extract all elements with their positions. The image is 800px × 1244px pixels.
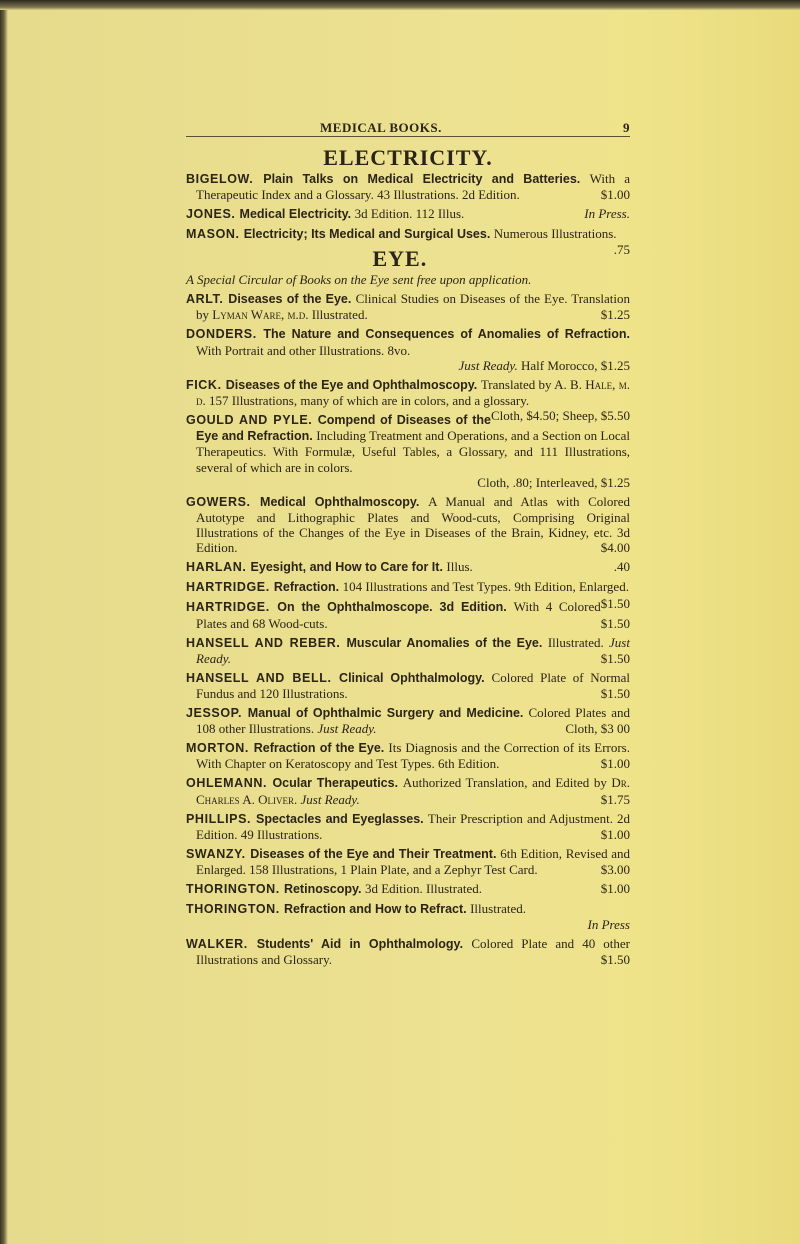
catalog-page <box>186 118 630 971</box>
book-author: JONES. <box>186 207 240 222</box>
book-title: Refraction of the Eye. <box>253 741 389 756</box>
book-entry <box>186 740 630 771</box>
price-text: $1.50 <box>600 952 630 968</box>
book-details: 3d Edition. Illustrated. <box>364 881 482 897</box>
page-number: 9 <box>623 120 630 135</box>
book-title: Medical Ophthalmoscopy. <box>260 494 429 509</box>
book-details: Translated by A. B. <box>480 376 586 392</box>
book-details: Illustrated. <box>470 901 527 917</box>
book-title: Electricity; Its Medical and Surgical Uses. <box>243 227 494 242</box>
book-entry <box>186 226 630 258</box>
circular-note: A Special Circular of Books on the Eye sent free upon application. <box>186 272 532 288</box>
book-author: FICK. <box>186 377 226 392</box>
price-text: $3.00 <box>600 862 630 878</box>
book-title: Diseases of the Eye. <box>228 292 356 307</box>
book-details: With 4 Colored Plates and 68 Wood-cuts. <box>196 599 601 631</box>
book-details: Colored Plate of Normal Fundus and 120 Illustrations. <box>196 669 630 702</box>
book-author: GOWERS. <box>186 494 261 509</box>
book-title: On the Ophthalmoscope. 3d Edition. <box>277 600 514 615</box>
book-entry <box>186 881 630 897</box>
book-author: WALKER. <box>186 937 257 952</box>
book-author: OHLEMANN. <box>186 776 273 791</box>
section-heading: ELECTRICITY. <box>323 145 493 170</box>
book-price <box>565 721 630 736</box>
book-author: SWANZY. <box>186 846 251 861</box>
price-text: $1.50 <box>600 595 630 611</box>
book-author: DONDERS. <box>186 327 264 342</box>
catalog-content <box>186 145 630 968</box>
book-entry <box>186 291 630 322</box>
book-entry <box>186 705 630 736</box>
book-price <box>601 540 630 555</box>
book-title: Medical Electricity. <box>239 207 355 222</box>
book-title: Diseases of the Eye and Their Treatment. <box>250 846 501 861</box>
book-details: Dr. Charles A. Oliver. <box>196 775 630 807</box>
book-price <box>601 651 630 666</box>
price-text: .40 <box>613 559 630 575</box>
book-price <box>601 596 630 611</box>
book-details: With a Therapeutic Index and a Glossary. 43 Illustrations. 2d Edition. <box>196 171 630 203</box>
book-details: Clinical Studies on Diseases of the Eye. Translation by <box>196 291 630 323</box>
book-title: Clinical Ophthalmology. <box>339 670 492 685</box>
book-title: Students' Aid in Ophthalmology. <box>256 937 472 952</box>
book-price <box>601 827 630 842</box>
book-entry <box>186 494 630 556</box>
book-entry <box>186 901 630 932</box>
book-details: 3d Edition. 112 Illus. <box>354 206 465 222</box>
book-price <box>196 358 630 373</box>
book-author: MASON. <box>186 227 244 242</box>
book-details: Lyman Ware, m.d. <box>212 307 309 323</box>
book-details: Their Prescription and Adjustment. 2d Edition. 49 Illustrations. <box>196 810 630 842</box>
price-text: In Press. <box>584 206 630 222</box>
book-title: The Nature and Consequences of Anomalies of Refraction. <box>263 327 630 342</box>
book-price <box>601 862 630 877</box>
price-text: $1.25 <box>600 307 630 323</box>
book-author: MORTON. <box>186 741 254 756</box>
book-entry <box>186 811 630 842</box>
book-price <box>601 686 630 701</box>
price-text: $1.75 <box>600 791 630 807</box>
book-entry <box>186 171 630 202</box>
price-text: $1.50 <box>600 650 630 666</box>
book-title: Muscular Anomalies of the Eye. <box>346 635 548 650</box>
price-text: Cloth, $4.50; Sheep, $5.50 <box>490 408 630 424</box>
price-text: .75 <box>613 242 630 258</box>
book-entry <box>186 635 630 666</box>
book-price <box>196 475 630 490</box>
price-text: Half Morocco, $1.25 <box>517 357 630 373</box>
book-author: BIGELOW. <box>186 172 264 186</box>
book-author: PHILLIPS. <box>186 811 256 826</box>
book-title: Ocular Therapeutics. <box>272 776 403 791</box>
book-entry <box>186 326 630 373</box>
book-entry <box>186 775 630 806</box>
book-details: Illustrated. <box>547 634 610 650</box>
book-details: Illus. <box>446 559 473 575</box>
book-price <box>614 242 630 257</box>
book-price <box>491 408 630 423</box>
book-details: Authorized Translation, and Edited by <box>402 775 612 791</box>
price-text: $1.50 <box>600 686 630 702</box>
book-author: THORINGTON. <box>186 882 284 897</box>
price-text: $1.00 <box>600 756 630 772</box>
price-text: Cloth, .80; Interleaved, $1.25 <box>477 474 630 490</box>
book-author: HANSELL AND REBER. <box>186 635 347 650</box>
book-entry <box>186 846 630 877</box>
book-details: 104 Illustrations and Test Types. 9th Edition, Enlarged. <box>342 579 629 595</box>
book-details: Its Diagnosis and the Correction of its Errors. With Chapter on Keratoscopy and Test Types. 6th Edition. <box>196 740 630 772</box>
book-price <box>601 756 630 771</box>
running-header <box>186 118 630 137</box>
book-title: Plain Talks on Medical Electricity and Batteries. <box>263 172 590 186</box>
book-details: Just Ready. <box>300 791 360 807</box>
book-author: HANSELL AND BELL. <box>186 670 340 685</box>
book-entry <box>186 599 630 630</box>
book-title: Spectacles and Eyeglasses. <box>256 811 428 826</box>
book-title: Eyesight, and How to Care for It. <box>250 560 447 575</box>
book-price <box>196 917 630 932</box>
section-heading: EYE. <box>372 246 428 272</box>
book-details: 157 Illustrations, many of which are in colors, and a glossary. <box>205 393 530 409</box>
book-entry <box>186 412 630 490</box>
book-details: Just Ready. <box>196 634 630 666</box>
book-title: Compend of Diseases of the Eye and Refraction. <box>196 413 491 444</box>
book-details: A Manual and Atlas with Colored Autotype and Lithographic Plates and Wood-cuts, Comprising Original Illustrations of the Changes of the Eye in Diseases of the Brain, Kidney, etc. 3d Edition. <box>196 493 630 556</box>
book-price <box>584 206 630 221</box>
book-price <box>601 616 630 631</box>
book-details: Colored Plates and 108 other Illustrations. <box>196 705 630 737</box>
book-price <box>601 952 630 967</box>
book-author: ARLT. <box>186 292 229 307</box>
running-title: MEDICAL BOOKS. <box>320 120 442 135</box>
book-title: Retinoscopy. <box>283 882 365 897</box>
book-price <box>614 559 630 574</box>
book-details: Illustrated. <box>308 307 368 323</box>
price-text: $1.00 <box>600 826 630 842</box>
price-text: In Press <box>587 917 630 933</box>
book-details: Including Treatment and Operations, and a Section on Local Therapeutics. With Formulæ, Useful Tables, a Glossary, and 111 Illustrations, several of which are in colors. <box>196 428 630 475</box>
price-text: Just Ready. <box>458 357 518 373</box>
price-text: $1.00 <box>600 881 630 897</box>
book-details: 6th Edition, Revised and Enlarged. 158 Illustrations, 1 Plain Plate, and a Zephyr Test Card. <box>196 845 630 878</box>
book-details: Just Ready. <box>317 721 377 737</box>
book-author: GOULD AND PYLE. <box>186 413 318 428</box>
book-title: Refraction and How to Refract. <box>283 902 471 917</box>
scan-edge <box>0 0 800 10</box>
book-details: Hale, m. d. <box>196 376 630 409</box>
price-text: Cloth, $3 00 <box>565 721 630 737</box>
book-author: THORINGTON. <box>186 902 284 917</box>
book-author: JESSOP. <box>186 706 248 721</box>
price-text: $1.00 <box>600 187 630 203</box>
book-details: Colored Plate and 40 other Illustrations and Glossary. <box>196 936 630 968</box>
book-title: Manual of Ophthalmic Surgery and Medicine. <box>247 706 529 721</box>
book-details: Numerous Illustrations. <box>493 226 617 242</box>
book-title: Refraction. <box>273 580 343 595</box>
book-price <box>601 792 630 807</box>
book-author: HARLAN. <box>186 560 251 575</box>
book-price <box>601 187 630 202</box>
book-entry <box>186 936 630 967</box>
book-author: HARTRIDGE. <box>186 600 278 615</box>
book-entry <box>186 206 630 222</box>
price-text: $1.50 <box>600 615 630 631</box>
book-price <box>601 881 630 896</box>
book-price <box>601 307 630 322</box>
book-entry <box>186 670 630 701</box>
price-text: $4.00 <box>600 540 630 556</box>
book-title: Diseases of the Eye and Ophthalmoscopy. <box>225 377 481 392</box>
book-details: With Portrait and other Illustrations. 8vo. <box>196 342 411 358</box>
book-author: HARTRIDGE. <box>186 580 274 595</box>
book-entry <box>186 559 630 575</box>
